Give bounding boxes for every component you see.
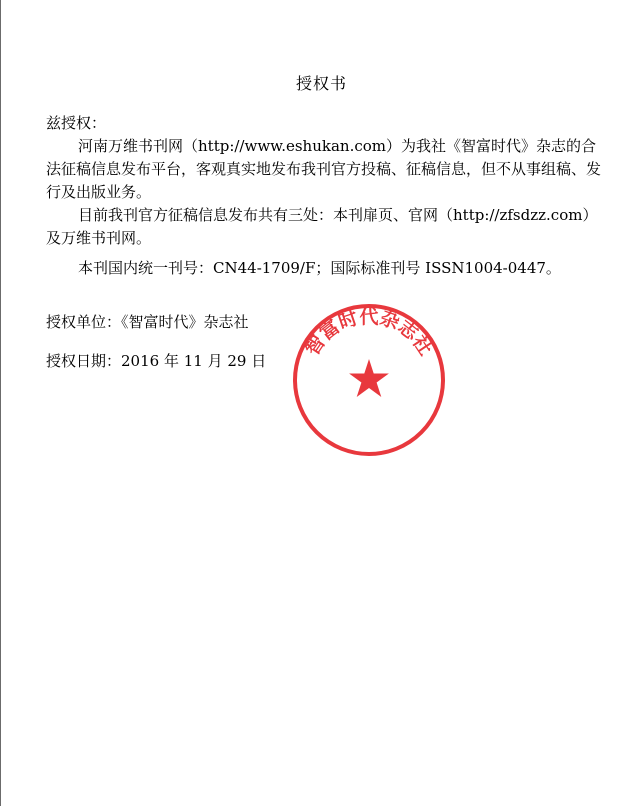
document-body bbox=[46, 112, 606, 280]
seal-star-icon bbox=[349, 359, 389, 397]
salutation: 兹授权： bbox=[46, 114, 107, 132]
document-title: 授权书 bbox=[295, 74, 347, 93]
paragraph-registration-numbers: 本刊国内统一刊号：CN44-1709/F；国际标准刊号 ISSN1004-0447。 bbox=[78, 259, 561, 277]
seal-text: 智富时代杂志社 bbox=[301, 305, 437, 360]
paragraph-official-channels: 目前我刊官方征稿信息发布共有三处：本刊扉页、官网（http://zfsdzz.com）及万维书刊网。 bbox=[46, 206, 598, 247]
authorizing-unit: 授权单位：《智富时代》杂志社 bbox=[46, 313, 249, 331]
authorization-date: 授权日期：2016 年 11 月 29 日 bbox=[46, 352, 267, 370]
page-left-border bbox=[0, 0, 1, 806]
paragraph-authorization: 河南万维书刊网（http://www.eshukan.com）为我社《智富时代》杂志的合法征稿信息发布平台，客观真实地发布我刊官方投稿、征稿信息，但不从事组稿、发行及出版业务。 bbox=[46, 137, 602, 201]
official-seal bbox=[292, 303, 446, 457]
